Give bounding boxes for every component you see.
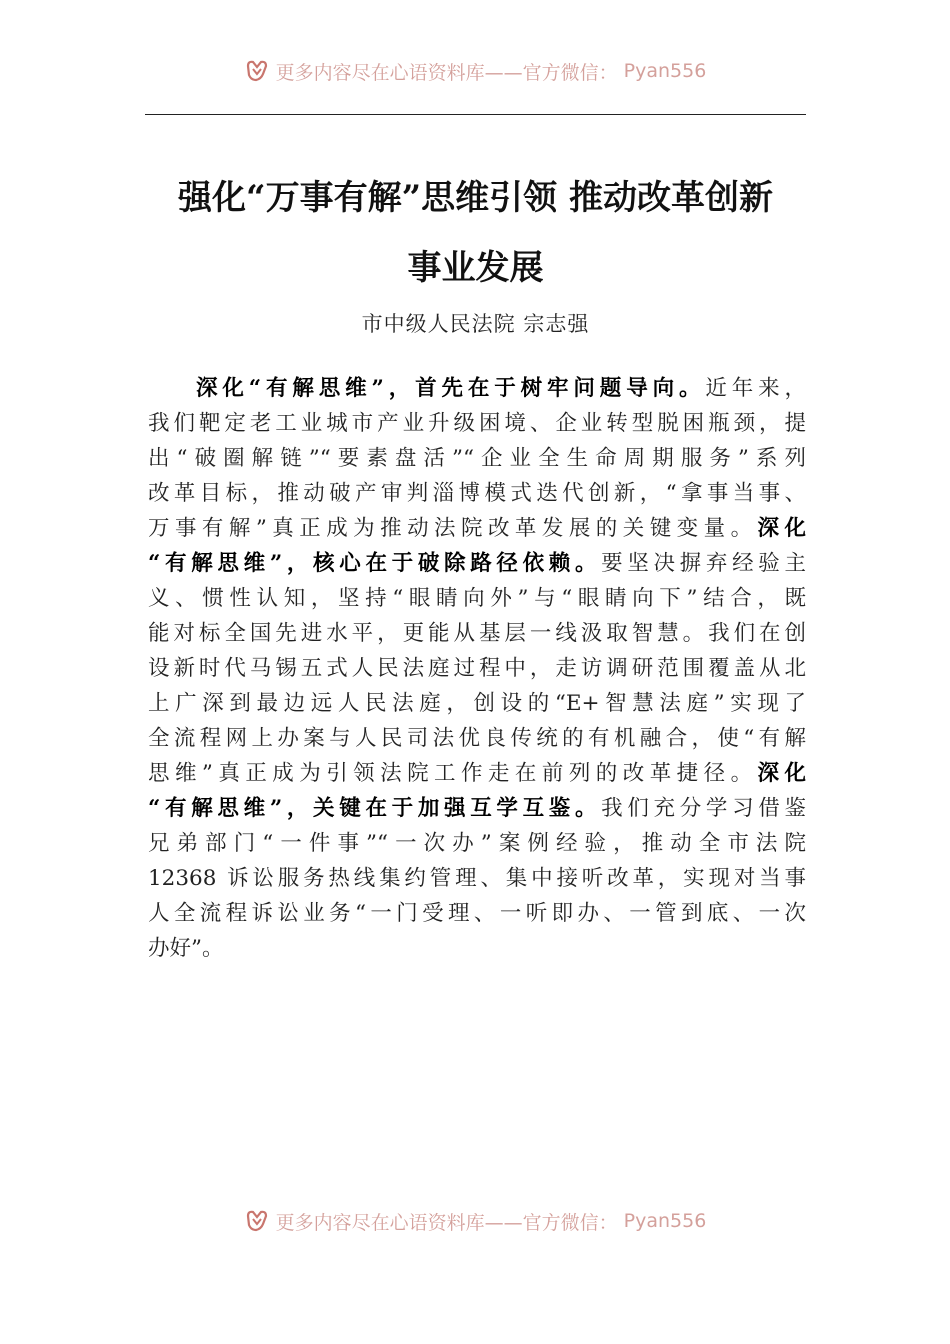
paragraph-line [148, 514, 806, 544]
body-text: 兄弟部门“一件事”“一次办”案例经验，推动全市法院 [148, 831, 806, 856]
body-text: 上广深到最边远人民法庭，创设的“E+智慧法庭”实现了 [148, 691, 806, 716]
paragraph-line [148, 899, 806, 929]
paragraph-line [148, 759, 806, 789]
document-title-line-2: 事业发展 [407, 248, 544, 288]
watermark-handle: Pyan556 [623, 1210, 707, 1232]
body-text: 我们靶定老工业城市产业升级困境、企业转型脱困瓶颈，提 [148, 411, 806, 436]
body-text: 出“破圈解链”“要素盘活”“企业全生命周期服务”系列 [148, 446, 806, 471]
paragraph-line [148, 934, 806, 964]
body-text: 改革目标，推动破产审判淄博模式迭代创新，“拿事当事、 [148, 481, 806, 506]
body-text: 近年来， [705, 376, 806, 401]
emphasis-text: 深化 [757, 516, 806, 541]
paragraph-line [148, 654, 806, 684]
body-text: 要坚决摒弃经验主 [601, 551, 806, 576]
paragraph-line [148, 619, 806, 649]
watermark-text: 更多内容尽在心语资料库——官方微信： [275, 1211, 618, 1234]
body-text: 设新时代马锡五式人民法庭过程中，走访调研范围覆盖从北 [148, 656, 806, 681]
body-text: 思维”真正成为引领法院工作走在前列的改革捷径。 [148, 761, 758, 786]
paragraph-line [196, 374, 806, 404]
body-text: 人全流程诉讼业务“一门受理、一听即办、一管到底、一次 [148, 901, 806, 926]
paragraph-line [148, 444, 806, 474]
body-text: 我们充分学习借鉴 [601, 796, 806, 821]
header-watermark [0, 56, 950, 86]
paragraph-line [148, 409, 806, 439]
paragraph-line [148, 864, 806, 894]
paragraph-line [148, 689, 806, 719]
paragraph-line [148, 479, 806, 509]
emphasis-text: “有解思维”，核心在于破除路径依赖。 [148, 551, 602, 576]
paragraph-line [148, 794, 806, 824]
paragraph-line [148, 549, 806, 579]
body-text: 全流程网上办案与人民司法优良传统的有机融合，使“有解 [148, 726, 806, 751]
body-text: 12368 诉讼服务热线集约管理、集中接听改革，实现对当事 [148, 866, 806, 891]
emphasis-text: “有解思维”，关键在于加强互学互鉴。 [148, 796, 602, 821]
watermark-logo-icon [244, 1208, 270, 1234]
document-title-line-1: 强化“万事有解”思维引领 推动改革创新 [178, 178, 773, 218]
body-text: 办好”。 [148, 936, 224, 961]
footer-watermark [0, 1206, 950, 1236]
body-text: 万事有解”真正成为推动法院改革发展的关键变量。 [148, 516, 758, 541]
emphasis-text: 深化“有解思维”，首先在于树牢问题导向。 [196, 376, 706, 401]
paragraph-line [148, 724, 806, 754]
paragraph-line [148, 829, 806, 859]
header-rule [145, 114, 806, 115]
body-text: 义、惯性认知，坚持“眼睛向外”与“眼睛向下”结合，既 [148, 586, 806, 611]
emphasis-text: 深化 [757, 761, 806, 786]
watermark-logo-icon [244, 58, 270, 84]
author-byline: 市中级人民法院 宗志强 [361, 312, 590, 336]
watermark-handle: Pyan556 [623, 60, 707, 82]
paragraph-line [148, 584, 806, 614]
body-text: 能对标全国先进水平，更能从基层一线汲取智慧。我们在创 [148, 621, 806, 646]
watermark-text: 更多内容尽在心语资料库——官方微信： [275, 61, 618, 84]
